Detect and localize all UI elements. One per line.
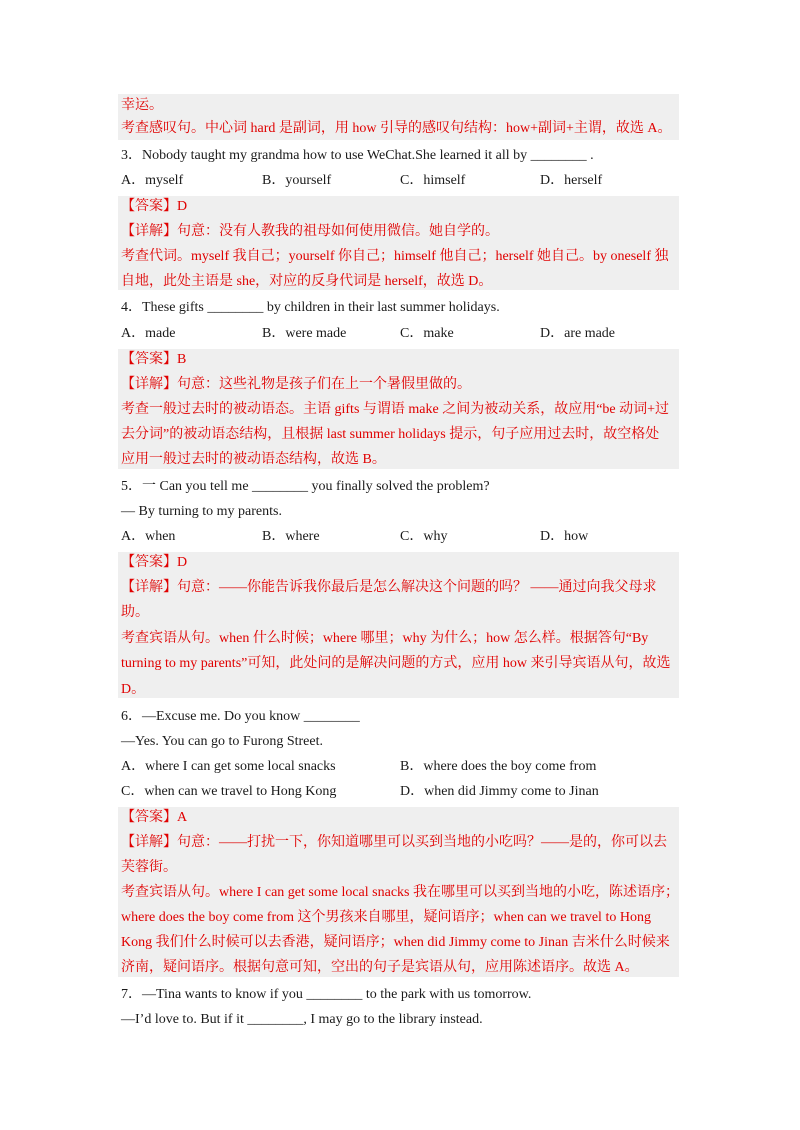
explain-line: 考查宾语从句。when 什么时候；where 哪里；why 为什么；how 怎么样。根据答句“By (121, 631, 649, 646)
q3-option-a: A．myself (121, 173, 184, 188)
explain-line: 考查感叹句。中心词 hard 是副词，用 how 引导的感叹句结构：how+副词+主谓，故选 A。 (121, 121, 672, 136)
explain-line: D。 (121, 682, 146, 697)
q3-option-d: D．herself (540, 173, 603, 188)
explain-line: 【详解】句意：——打扰一下，你知道哪里可以买到当地的小吃吗？——是的，你可以去 (121, 835, 667, 850)
q6-option-a: A．where I can get some local snacks (121, 759, 336, 774)
explain-line: 应用一般过去时的被动语态结构，故选 B。 (121, 452, 386, 467)
explain-line: 考查代词。myself 我自己；yourself 你自己；himself 他自己；herself 她自己。by oneself 独 (121, 249, 669, 264)
explain-line: 【详解】句意：没有人教我的祖母如何使用微信。她自学的。 (121, 224, 499, 239)
answer-label: 【答案】D (121, 199, 188, 214)
q3-option-c: C．himself (400, 173, 466, 188)
q4-option-c: C．make (400, 326, 454, 341)
q4-option-d: D．are made (540, 326, 616, 341)
explain-line: where does the boy come from 这个男孩来自哪里，疑问语序；when can we travel to Hong (121, 910, 651, 925)
q4-option-b: B．were made (262, 326, 347, 341)
question-7-reply: —I’d love to. But if it ________, I may go to the library instead. (121, 1012, 483, 1027)
explain-line: 【详解】句意：——你能告诉我你最后是怎么解决这个问题的吗？ ——通过向我父母求 (121, 580, 657, 595)
q6-option-b: B．where does the boy come from (400, 759, 597, 774)
question-5-stem: 5．一 Can you tell me ________ you finally solved the problem? (121, 479, 490, 494)
q5-option-c: C．why (400, 529, 448, 544)
question-6-stem: 6．—Excuse me. Do you know ________ (121, 709, 360, 724)
answer-label: 【答案】A (121, 810, 188, 825)
q6-option-d: D．when did Jimmy come to Jinan (400, 784, 599, 799)
explain-line: 幸运。 (121, 98, 163, 113)
explain-line: 芙蓉街。 (121, 860, 177, 875)
explain-line: 【详解】句意：这些礼物是孩子们在上一个暑假里做的。 (121, 377, 471, 392)
answer-label: 【答案】D (121, 555, 188, 570)
question-6-reply: —Yes. You can go to Furong Street. (121, 734, 323, 749)
question-3-stem: 3．Nobody taught my grandma how to use WeChat.She learned it all by ________ . (121, 148, 594, 163)
question-4-stem: 4．These gifts ________ by children in their last summer holidays. (121, 300, 500, 315)
answer-block (118, 552, 679, 698)
explain-line: Kong 我们什么时候可以去香港，疑问语序；when did Jimmy come to Jinan 吉米什么时候来 (121, 935, 670, 950)
q6-option-c: C．when can we travel to Hong Kong (121, 784, 337, 799)
explain-line: 助。 (121, 605, 149, 620)
explain-line: 济南，疑问语序。根据句意可知，空出的句子是宾语从句，应用陈述语序。故选 A。 (121, 960, 639, 975)
q3-option-b: B．yourself (262, 173, 332, 188)
question-7-stem: 7．—Tina wants to know if you ________ to the park with us tomorrow. (121, 987, 532, 1002)
explain-line: turning to my parents”可知，此处问的是解决问题的方式，应用 how 来引导宾语从句，故选 (121, 656, 671, 671)
explain-line: 考查一般过去时的被动语态。主语 gifts 与谓语 make 之间为被动关系，故应用“be 动词+过 (121, 402, 670, 417)
answer-label: 【答案】B (121, 352, 187, 367)
q5-option-a: A．when (121, 529, 176, 544)
q5-option-b: B．where (262, 529, 320, 544)
q5-option-d: D．how (540, 529, 589, 544)
question-5-reply: — By turning to my parents. (121, 504, 282, 519)
explain-line: 去分词”的被动语态结构，且根据 last summer holidays 提示，句子应用过去时，故空格处 (121, 427, 660, 442)
q4-option-a: A．made (121, 326, 176, 341)
explain-line: 考查宾语从句。where I can get some local snacks 我在哪里可以买到当地的小吃，陈述语序； (121, 885, 679, 900)
explain-line: 自地，此处主语是 she，对应的反身代词是 herself，故选 D。 (121, 274, 493, 289)
